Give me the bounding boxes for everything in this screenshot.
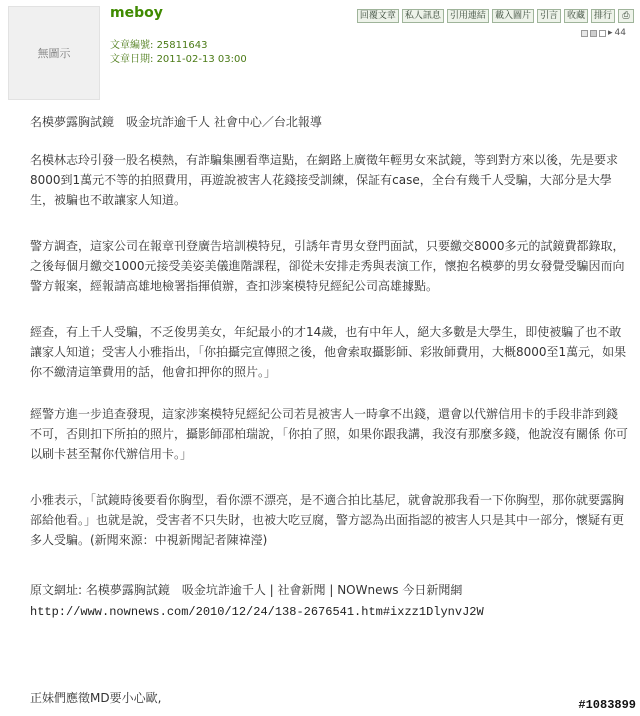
article-title: 名模夢露胸試鏡 吸金坑詐逾千人 社會中心／台北報導 [30,115,322,129]
quote-button[interactable]: 引言 [537,9,561,23]
post-date [110,50,247,65]
article-paragraph: 警方調查，這家公司在報章刊登廣告培訓模特兒，引誘年青男女登門面試，只要繳交8000多元的試鏡費都錄取，之後每個月繳交1000元接受美姿美儀進階課程，卻從未安排走秀與表演工作，懷抱名模夢的男女發覺受騙因而向警方報案，經報請高雄地檢署指揮偵辦，查扣涉案模特兒經紀公司高雄據點。 [30,239,625,293]
article-paragraph: 經查，有上千人受騙，不乏俊男美女，年紀最小的才14歲，也有中年人，絕大多數是大學生，即使被騙了也不敢讓家人知道；受害人小雅指出，「你拍攝完宣傳照之後，他會索取攝影師、彩妝師費用，大概8000至1萬元，如果你不繳清這筆費用的話，他會扣押你的照片。」 [30,325,627,379]
post-header [0,0,640,110]
rate-up-icon[interactable] [581,30,588,37]
source-url-link[interactable]: http://www.nownews.com/2010/12/24/138-2676541.htm#ixzz1DlynvJ2W [30,605,484,619]
article-paragraph: 小雅表示，「試鏡時後要看你胸型，看你漂不漂亮，是不適合拍比基尼，就會說那我看一下你胸型，那你就要露胸部給他看。」也就是說，受害者不只失財，也被大吃豆腐，警方認為出面指認的被害人只是其中一部分，懷疑有更多人受騙。(新聞來源：中視新聞記者陳禕瀅) [30,493,625,547]
reply-button[interactable]: 回覆文章 [357,9,399,23]
avatar-placeholder-text: 無圖示 [37,47,71,60]
avatar[interactable] [8,6,100,100]
rate-neutral-icon[interactable] [599,30,606,37]
rating-count: 44 [614,28,626,38]
rating-widget [581,28,626,38]
post-toolbar [357,9,634,23]
print-icon[interactable]: ⎙ [618,9,634,23]
rating-arrow-icon: ▸ [608,28,613,38]
signature: 正妹們應徵MD要小心歐, [30,691,162,705]
load-images-button[interactable]: 載入圖片 [492,9,534,23]
quote-link-button[interactable]: 引用連結 [447,9,489,23]
source-line: 原文網址: 名模夢露胸試鏡 吸金坑詐逾千人 | 社會新聞 | NOWnews 今日新聞網 [30,583,463,597]
post-id-value: 25811643 [156,40,208,51]
article-paragraph: 經警方進一步追查發現，這家涉案模特兒經紀公司若見被害人一時拿不出錢，還會以代辦信用卡的手段非詐到錢不可，否則扣下所拍的照片，攝影師邵柏瑞說，「你拍了照，如果你跟我講，我沒有那麼多錢，他說沒有關係 你可以刷卡甚至幫你代辦信用卡。」 [30,407,628,461]
post-number-stamp: #1083899 [578,698,636,712]
favorite-button[interactable]: 收藏 [564,9,588,23]
article-paragraph: 名模林志玲引發一股名模熱，有詐騙集團看準這點，在網路上廣徵年輕男女來試鏡，等到對方來以後，先是要求8000到1萬元不等的拍照費用，再遊說被害人花錢接受訓練，保証有case，全台有幾千人受騙，大部分是大學生，被騙也不敢讓家人知道。 [30,153,619,207]
ranking-button[interactable]: 排行 [591,9,615,23]
private-message-button[interactable]: 私人訊息 [402,9,444,23]
post-date-label: 文章日期: [110,54,154,65]
post-id [110,36,207,51]
post-date-value: 2011-02-13 03:00 [156,54,247,65]
rate-down-icon[interactable] [590,30,597,37]
author-name-link[interactable]: meboy [110,5,163,21]
post-id-label: 文章編號: [110,40,154,51]
